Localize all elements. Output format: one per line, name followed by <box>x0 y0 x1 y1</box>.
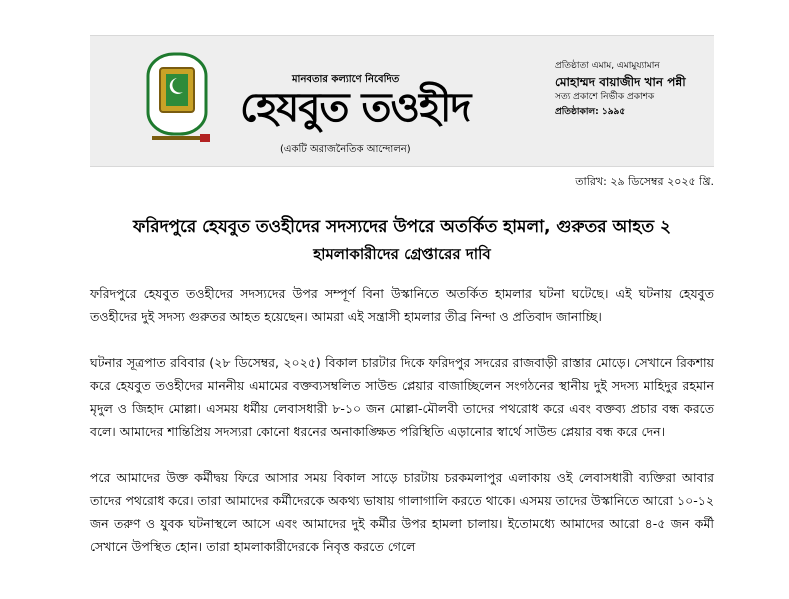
founder-block <box>555 60 705 120</box>
press-release-title: ফরিদপুরে হেযবুত তওহীদের সদস্যদের উপরে অতর্কিত হামলা, গুরুতর আহত ২ <box>132 217 672 237</box>
organization-subtitle: (একটি অরাজনৈতিক আন্দোলন) <box>280 144 411 155</box>
paragraph: পরে আমাদের উক্ত কর্মীদ্বয় ফিরে আসার সময় বিকাল সাড়ে চারটায় চরকমলাপুর এলাকায় ওই লেবাসধারী ব্যক্তিরা আবার তাদের পথরোধ করে। তারা আমাদের কর্মীদেরকে অকথ্য ভাষায় গালাগালি করতে থাকে। এসময় তাদের উস্কানিতে আরো ১০-১২ জন তরুণ ও যুবক ঘটনাস্থলে আসে এবং আমাদের দুই কর্মীর উপর হামলা চালায়। ইতোমধ্যে আমাদের আরো ৪-৫ জন কর্মী সেখানে উপস্থিত হোন। তারা হামলাকারীদেরকে নিবৃত্ত করতে গেলে <box>90 470 714 554</box>
tagline: মানবতার কল্যাণে নিবেদিত <box>292 74 400 85</box>
organization-name: হেযবুত তওহীদ <box>240 85 471 131</box>
founder-description: সত্য প্রকাশে নির্ভীক প্রকাশক <box>555 92 655 102</box>
organization-logo <box>142 50 212 154</box>
founder-name: মোহাম্মদ বায়াজীদ খান পন্নী <box>555 75 686 89</box>
press-release-subtitle: হামলাকারীদের গ্রেপ্তারের দাবি <box>313 245 491 263</box>
press-release-body <box>90 282 714 581</box>
paragraph: ঘটনার সূত্রপাত রবিবার (২৮ ডিসেম্বর, ২০২৫) বিকাল চারটার দিকে ফরিদপুর সদরের রাজবাড়ী রাস্তার মোড়ে। সেখানে রিকশায় করে হেযবুত তওহীদের মাননীয় এমামের বক্তব্যসম্বলিত সাউন্ড প্লেয়ার বাজাচ্ছিলেন সংগঠনের স্থানীয় দুই সদস্য মাহিদুর রহমান মৃদুল ও জিহাদ মোল্লা। এসময় ধর্মীয় লেবাসধারী ৮-১০ জন মোল্লা-মৌলবী তাদের পথরোধ করে এবং বক্তব্য প্রচার বন্ধ করতে বলে। আমাদের শান্তিপ্রিয় সদস্যরা কোনো ধরনের অনাকাঙ্ক্ষিত পরিস্থিতি এড়ানোর স্বার্থে সাউন্ড প্লেয়ার বন্ধ করে দেন। <box>90 355 714 439</box>
letterhead-banner <box>90 35 714 167</box>
paragraph: ফরিদপুরে হেযবুত তওহীদের সদস্যদের উপর সম্পূর্ণ বিনা উস্কানিতে অতর্কিত হামলার ঘটনা ঘটেছে। এই ঘটনায় হেযবুত তওহীদের দুই সদস্য গুরুতর আহত হয়েছেন। আমরা এই সন্ত্রাসী হামলার তীব্র নিন্দা ও প্রতিবাদ জানাচ্ছি। <box>90 286 714 324</box>
document-date: তারিখ: ২৯ ডিসেম্বর ২০২৫ খ্রি. <box>575 175 714 188</box>
founder-label: প্রতিষ্ঠাতা এমাম, এমামুয্যামান <box>555 61 660 71</box>
established-date: প্রতিষ্ঠাকাল: ১৯৯৫ <box>555 107 626 117</box>
